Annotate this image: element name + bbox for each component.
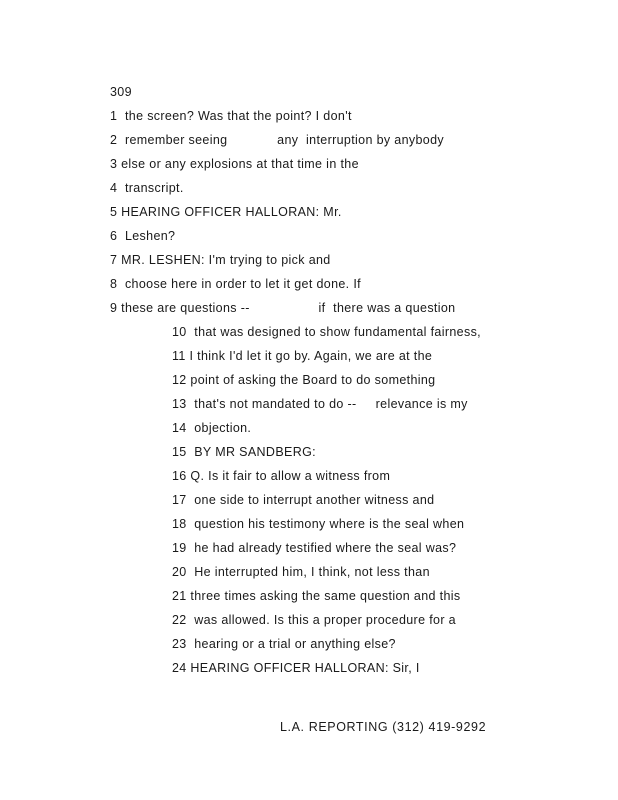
transcript-line: 9 these are questions -- if there was a question xyxy=(110,301,456,315)
transcript-line: 8 choose here in order to let it get done. If xyxy=(110,277,361,291)
transcript-line: 15 BY MR SANDBERG: xyxy=(172,445,316,459)
transcript-line: 20 He interrupted him, I think, not less than xyxy=(172,565,430,579)
transcript-line: 3 else or any explosions at that time in the xyxy=(110,157,359,171)
transcript-line: 10 that was designed to show fundamental fairness, xyxy=(172,325,481,339)
transcript-line: 18 question his testimony where is the seal when xyxy=(172,517,465,531)
transcript-line: 11 I think I'd let it go by. Again, we are at the xyxy=(172,349,433,363)
transcript-line: 4 transcript. xyxy=(110,181,184,195)
reporter-footer: L.A. REPORTING (312) 419-9292 xyxy=(280,720,487,734)
transcript-line: 23 hearing or a trial or anything else? xyxy=(172,637,396,651)
transcript-line: 7 MR. LESHEN: I'm trying to pick and xyxy=(110,253,331,267)
transcript-line: 19 he had already testified where the seal was? xyxy=(172,541,457,555)
transcript-line: 6 Leshen? xyxy=(110,229,176,243)
transcript-line: 22 was allowed. Is this a proper procedure for a xyxy=(172,613,456,627)
transcript-line: 24 HEARING OFFICER HALLORAN: Sir, I xyxy=(172,661,420,675)
transcript-line: 13 that's not mandated to do -- relevance is my xyxy=(172,397,468,411)
transcript-line: 16 Q. Is it fair to allow a witness from xyxy=(172,469,391,483)
transcript-line: 14 objection. xyxy=(172,421,252,435)
transcript-line: 5 HEARING OFFICER HALLORAN: Mr. xyxy=(110,205,342,219)
transcript-line: 2 remember seeing any interruption by anybody xyxy=(110,133,445,147)
transcript-line: 17 one side to interrupt another witness and xyxy=(172,493,435,507)
transcript-line: 21 three times asking the same question and this xyxy=(172,589,461,603)
page-number: 309 xyxy=(110,85,132,99)
transcript-line: 1 the screen? Was that the point? I don't xyxy=(110,109,352,123)
transcript-line: 12 point of asking the Board to do something xyxy=(172,373,436,387)
